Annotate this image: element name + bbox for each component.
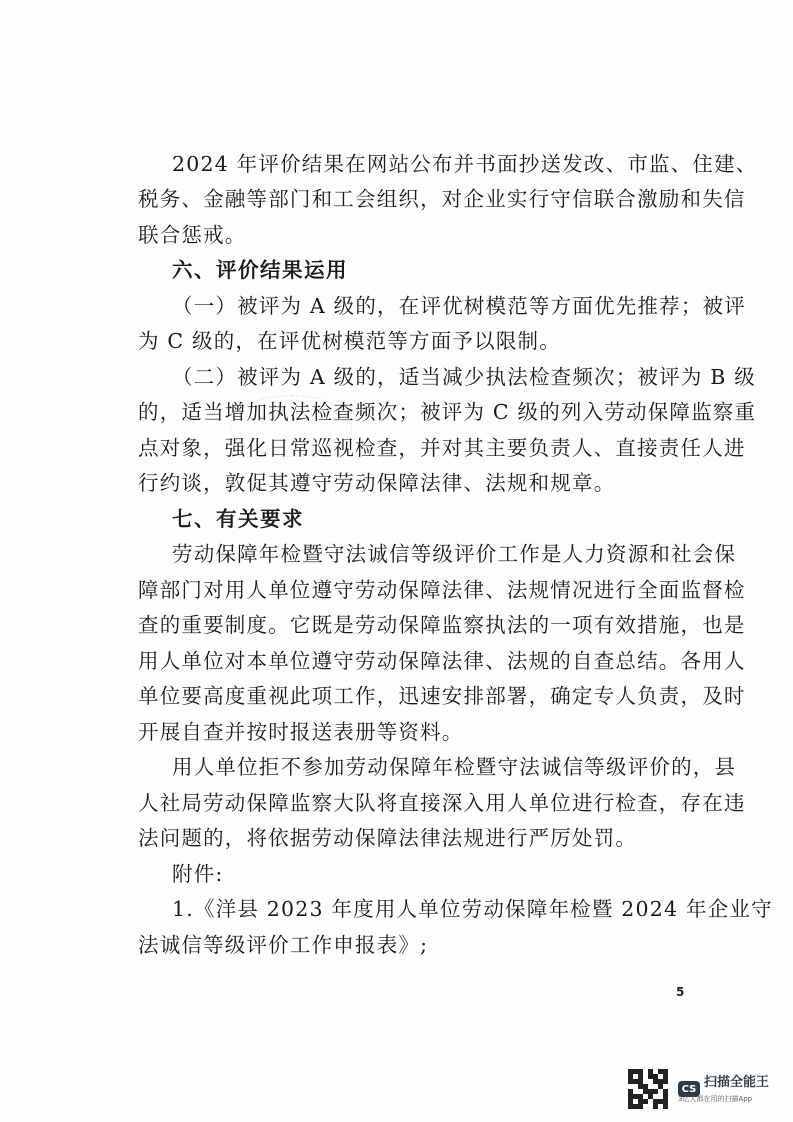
paragraph-line: 查的重要制度。它既是劳动保障监察执法的一项有效措施，也是 [138, 613, 746, 637]
attachment-label: 附件: [172, 862, 224, 886]
paragraph-line: （二）被评为 A 级的，适当减少执法检查频次；被评为 B 级 [172, 365, 756, 389]
paragraph-line: 点对象，强化日常巡视检查，并对其主要负责人、直接责任人进 [138, 436, 746, 460]
paragraph-line: 用人单位对本单位遵守劳动保障法律、法规的自查总结。各用人 [138, 649, 746, 673]
page-number: 5 [676, 985, 685, 999]
paragraph-line: 开展自查并按时报送表册等资料。 [138, 720, 464, 744]
paragraph-line: 联合惩戒。 [138, 223, 247, 247]
paragraph-line: 用人单位拒不参加劳动保障年检暨守法诚信等级评价的，县 [172, 755, 737, 779]
paragraph-line: 税务、金融等部门和工会组织，对企业实行守信联合激励和失信 [138, 187, 746, 211]
attachment-item: 法诚信等级评价工作申报表》; [138, 933, 429, 957]
paragraph-line: 为 C 级的，在评优树模范等方面予以限制。 [138, 329, 561, 353]
brand-name: 扫描全能王 [704, 1074, 770, 1090]
paragraph-line: 行约谈，敦促其遵守劳动保障法律、法规和规章。 [138, 471, 616, 495]
paragraph-line: 劳动保障年检暨守法诚信等级评价工作是人力资源和社会保 [172, 542, 737, 566]
paragraph-line: 单位要高度重视此项工作，迅速安排部署，确定专人负责，及时 [138, 684, 746, 708]
paragraph-line: （一）被评为 A 级的，在评优树模范等方面优先推荐；被评 [172, 294, 746, 318]
paragraph-line: 人社局劳动保障监察大队将直接深入用人单位进行检查，存在违 [138, 791, 746, 815]
paragraph-line: 2024 年评价结果在网站公布并书面抄送发改、市监、住建、 [172, 152, 758, 176]
scanner-watermark [628, 1068, 769, 1110]
section-heading-7: 七、有关要求 [172, 507, 304, 531]
cs-logo-icon: CS [678, 1081, 700, 1097]
brand-tagline: 3亿人都在用的扫描App [678, 1094, 753, 1103]
paragraph-line: 障部门对用人单位遵守劳动保障法律、法规情况进行全面监督检 [138, 578, 746, 602]
paragraph-line: 法问题的，将依据劳动保障法律法规进行严厉处罚。 [138, 826, 638, 850]
attachment-item: 1.《洋县 2023 年度用人单位劳动保障年检暨 2024 年企业守 [172, 897, 773, 921]
qr-code-icon [628, 1069, 668, 1109]
section-heading-6: 六、评价结果运用 [172, 258, 348, 282]
paragraph-line: 的，适当增加执法检查频次；被评为 C 级的列入劳动保障监察重 [138, 400, 757, 424]
